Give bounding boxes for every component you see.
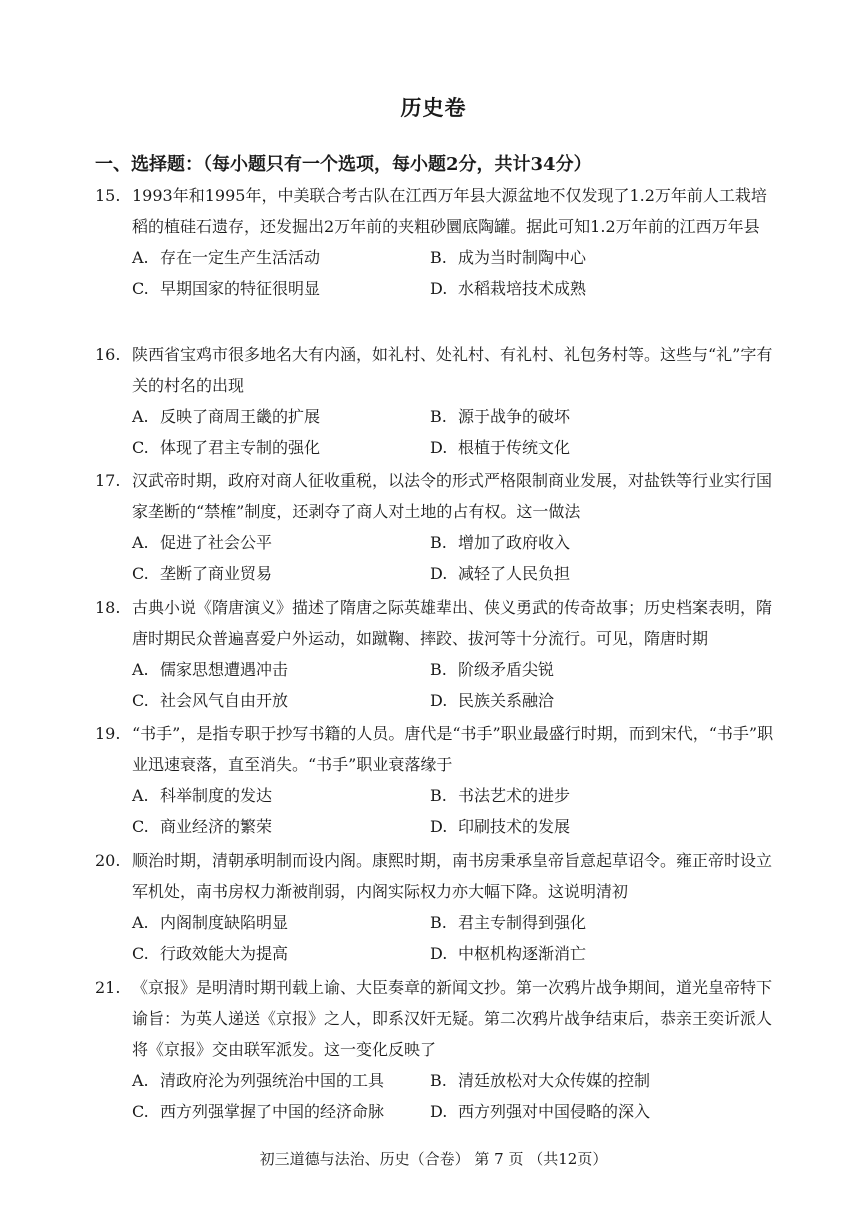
question-21 bbox=[95, 972, 775, 1127]
option-c: C. 垄断了商业贸易 bbox=[132, 564, 273, 583]
option-a: A. 科举制度的发达 bbox=[132, 786, 273, 805]
option-a: A. 内阁制度缺陷明显 bbox=[132, 913, 289, 932]
question-stem: 陕西省宝鸡市很多地名大有内涵，如礼村、处礼村、有礼村、礼包务村等。这些与“礼”字有关的村名的出现 bbox=[132, 345, 773, 395]
question-number: 17. bbox=[95, 471, 121, 490]
option-c: C. 行政效能大为提高 bbox=[132, 944, 289, 963]
option-b: B. 清廷放松对大众传媒的控制 bbox=[430, 1071, 651, 1090]
option-a: A. 促进了社会公平 bbox=[132, 533, 273, 552]
option-b: B. 源于战争的破坏 bbox=[430, 407, 571, 426]
question-number: 16. bbox=[95, 345, 121, 364]
question-19 bbox=[95, 718, 775, 842]
option-d: D. 西方列强对中国侵略的深入 bbox=[430, 1102, 651, 1121]
option-c: C. 商业经济的繁荣 bbox=[132, 817, 273, 836]
question-stem: “书手”，是指专职于抄写书籍的人员。唐代是“书手”职业最盛行时期，而到宋代，“书手”职业迅速衰落，直至消失。“书手”职业衰落缘于 bbox=[132, 724, 774, 774]
option-d: D. 水稻栽培技术成熟 bbox=[430, 279, 587, 298]
options-row bbox=[132, 273, 775, 304]
section-heading: 一、选择题：（每小题只有一个选项，每小题2分，共计34分） bbox=[95, 154, 592, 175]
option-b: B. 增加了政府收入 bbox=[430, 533, 571, 552]
option-d: D. 印刷技术的发展 bbox=[430, 817, 571, 836]
question-15 bbox=[95, 180, 775, 304]
options-row bbox=[132, 432, 775, 463]
option-c: C. 西方列强掌握了中国的经济命脉 bbox=[132, 1102, 385, 1121]
options-row bbox=[132, 527, 775, 558]
option-a: A. 儒家思想遭遇冲击 bbox=[132, 660, 289, 679]
options-row bbox=[132, 242, 775, 273]
option-a: A. 存在一定生产生活活动 bbox=[132, 248, 321, 267]
question-number: 20. bbox=[95, 851, 121, 870]
option-d: D. 民族关系融洽 bbox=[430, 691, 555, 710]
question-18 bbox=[95, 592, 775, 716]
option-c: C. 早期国家的特征很明显 bbox=[132, 279, 321, 298]
options-row bbox=[132, 1065, 775, 1096]
question-stem: 1993年和1995年，中美联合考古队在江西万年县大源盆地不仅发现了1.2万年前人工栽培稻的植硅石遗存，还发掘出2万年前的夹粗砂圜底陶罐。据此可知1.2万年前的江西万年县 bbox=[132, 186, 767, 236]
option-a: A. 反映了商周王畿的扩展 bbox=[132, 407, 321, 426]
options-row bbox=[132, 811, 775, 842]
question-number: 18. bbox=[95, 598, 121, 617]
options-row bbox=[132, 654, 775, 685]
option-c: C. 体现了君主专制的强化 bbox=[132, 438, 321, 457]
options-row bbox=[132, 907, 775, 938]
options-row bbox=[132, 685, 775, 716]
question-16 bbox=[95, 339, 775, 463]
option-b: B. 书法艺术的进步 bbox=[430, 786, 571, 805]
question-stem: 顺治时期，清朝承明制而设内阁。康熙时期，南书房秉承皇帝旨意起草诏令。雍正帝时设立军机处，南书房权力渐被削弱，内阁实际权力亦大幅下降。这说明清初 bbox=[132, 851, 773, 901]
question-17 bbox=[95, 465, 775, 589]
option-b: B. 成为当时制陶中心 bbox=[430, 248, 587, 267]
question-stem: 《京报》是明清时期刊载上谕、大臣奏章的新闻文抄。第一次鸦片战争期间，道光皇帝特下谕旨：为英人递送《京报》之人，即系汉奸无疑。第二次鸦片战争结束后，恭亲王奕䜣派人将《京报》交由联军派发。这一变化反映了 bbox=[132, 978, 773, 1059]
page-title: 历史卷 bbox=[400, 95, 467, 120]
question-stem: 汉武帝时期，政府对商人征收重税，以法令的形式严格限制商业发展，对盐铁等行业实行国家垄断的“禁榷”制度，还剥夺了商人对土地的占有权。这一做法 bbox=[132, 471, 773, 521]
option-b: B. 阶级矛盾尖锐 bbox=[430, 660, 555, 679]
option-c: C. 社会风气自由开放 bbox=[132, 691, 289, 710]
question-20 bbox=[95, 845, 775, 969]
options-row bbox=[132, 938, 775, 969]
options-row bbox=[132, 1096, 775, 1127]
option-d: D. 减轻了人民负担 bbox=[430, 564, 571, 583]
options-row bbox=[132, 401, 775, 432]
option-a: A. 清政府沦为列强统治中国的工具 bbox=[132, 1071, 385, 1090]
option-d: D. 根植于传统文化 bbox=[430, 438, 571, 457]
options-row bbox=[132, 780, 775, 811]
option-d: D. 中枢机构逐渐消亡 bbox=[430, 944, 587, 963]
page-footer: 初三道德与法治、历史（合卷） 第 7 页 （共12页） bbox=[259, 1150, 608, 1168]
question-stem: 古典小说《隋唐演义》描述了隋唐之际英雄辈出、侠义勇武的传奇故事；历史档案表明，隋唐时期民众普遍喜爱户外运动，如蹴鞠、摔跤、拔河等十分流行。可见，隋唐时期 bbox=[132, 598, 773, 648]
options-row bbox=[132, 558, 775, 589]
question-number: 15. bbox=[95, 186, 121, 205]
question-number: 21. bbox=[95, 978, 121, 997]
option-b: B. 君主专制得到强化 bbox=[430, 913, 587, 932]
question-number: 19. bbox=[95, 724, 121, 743]
